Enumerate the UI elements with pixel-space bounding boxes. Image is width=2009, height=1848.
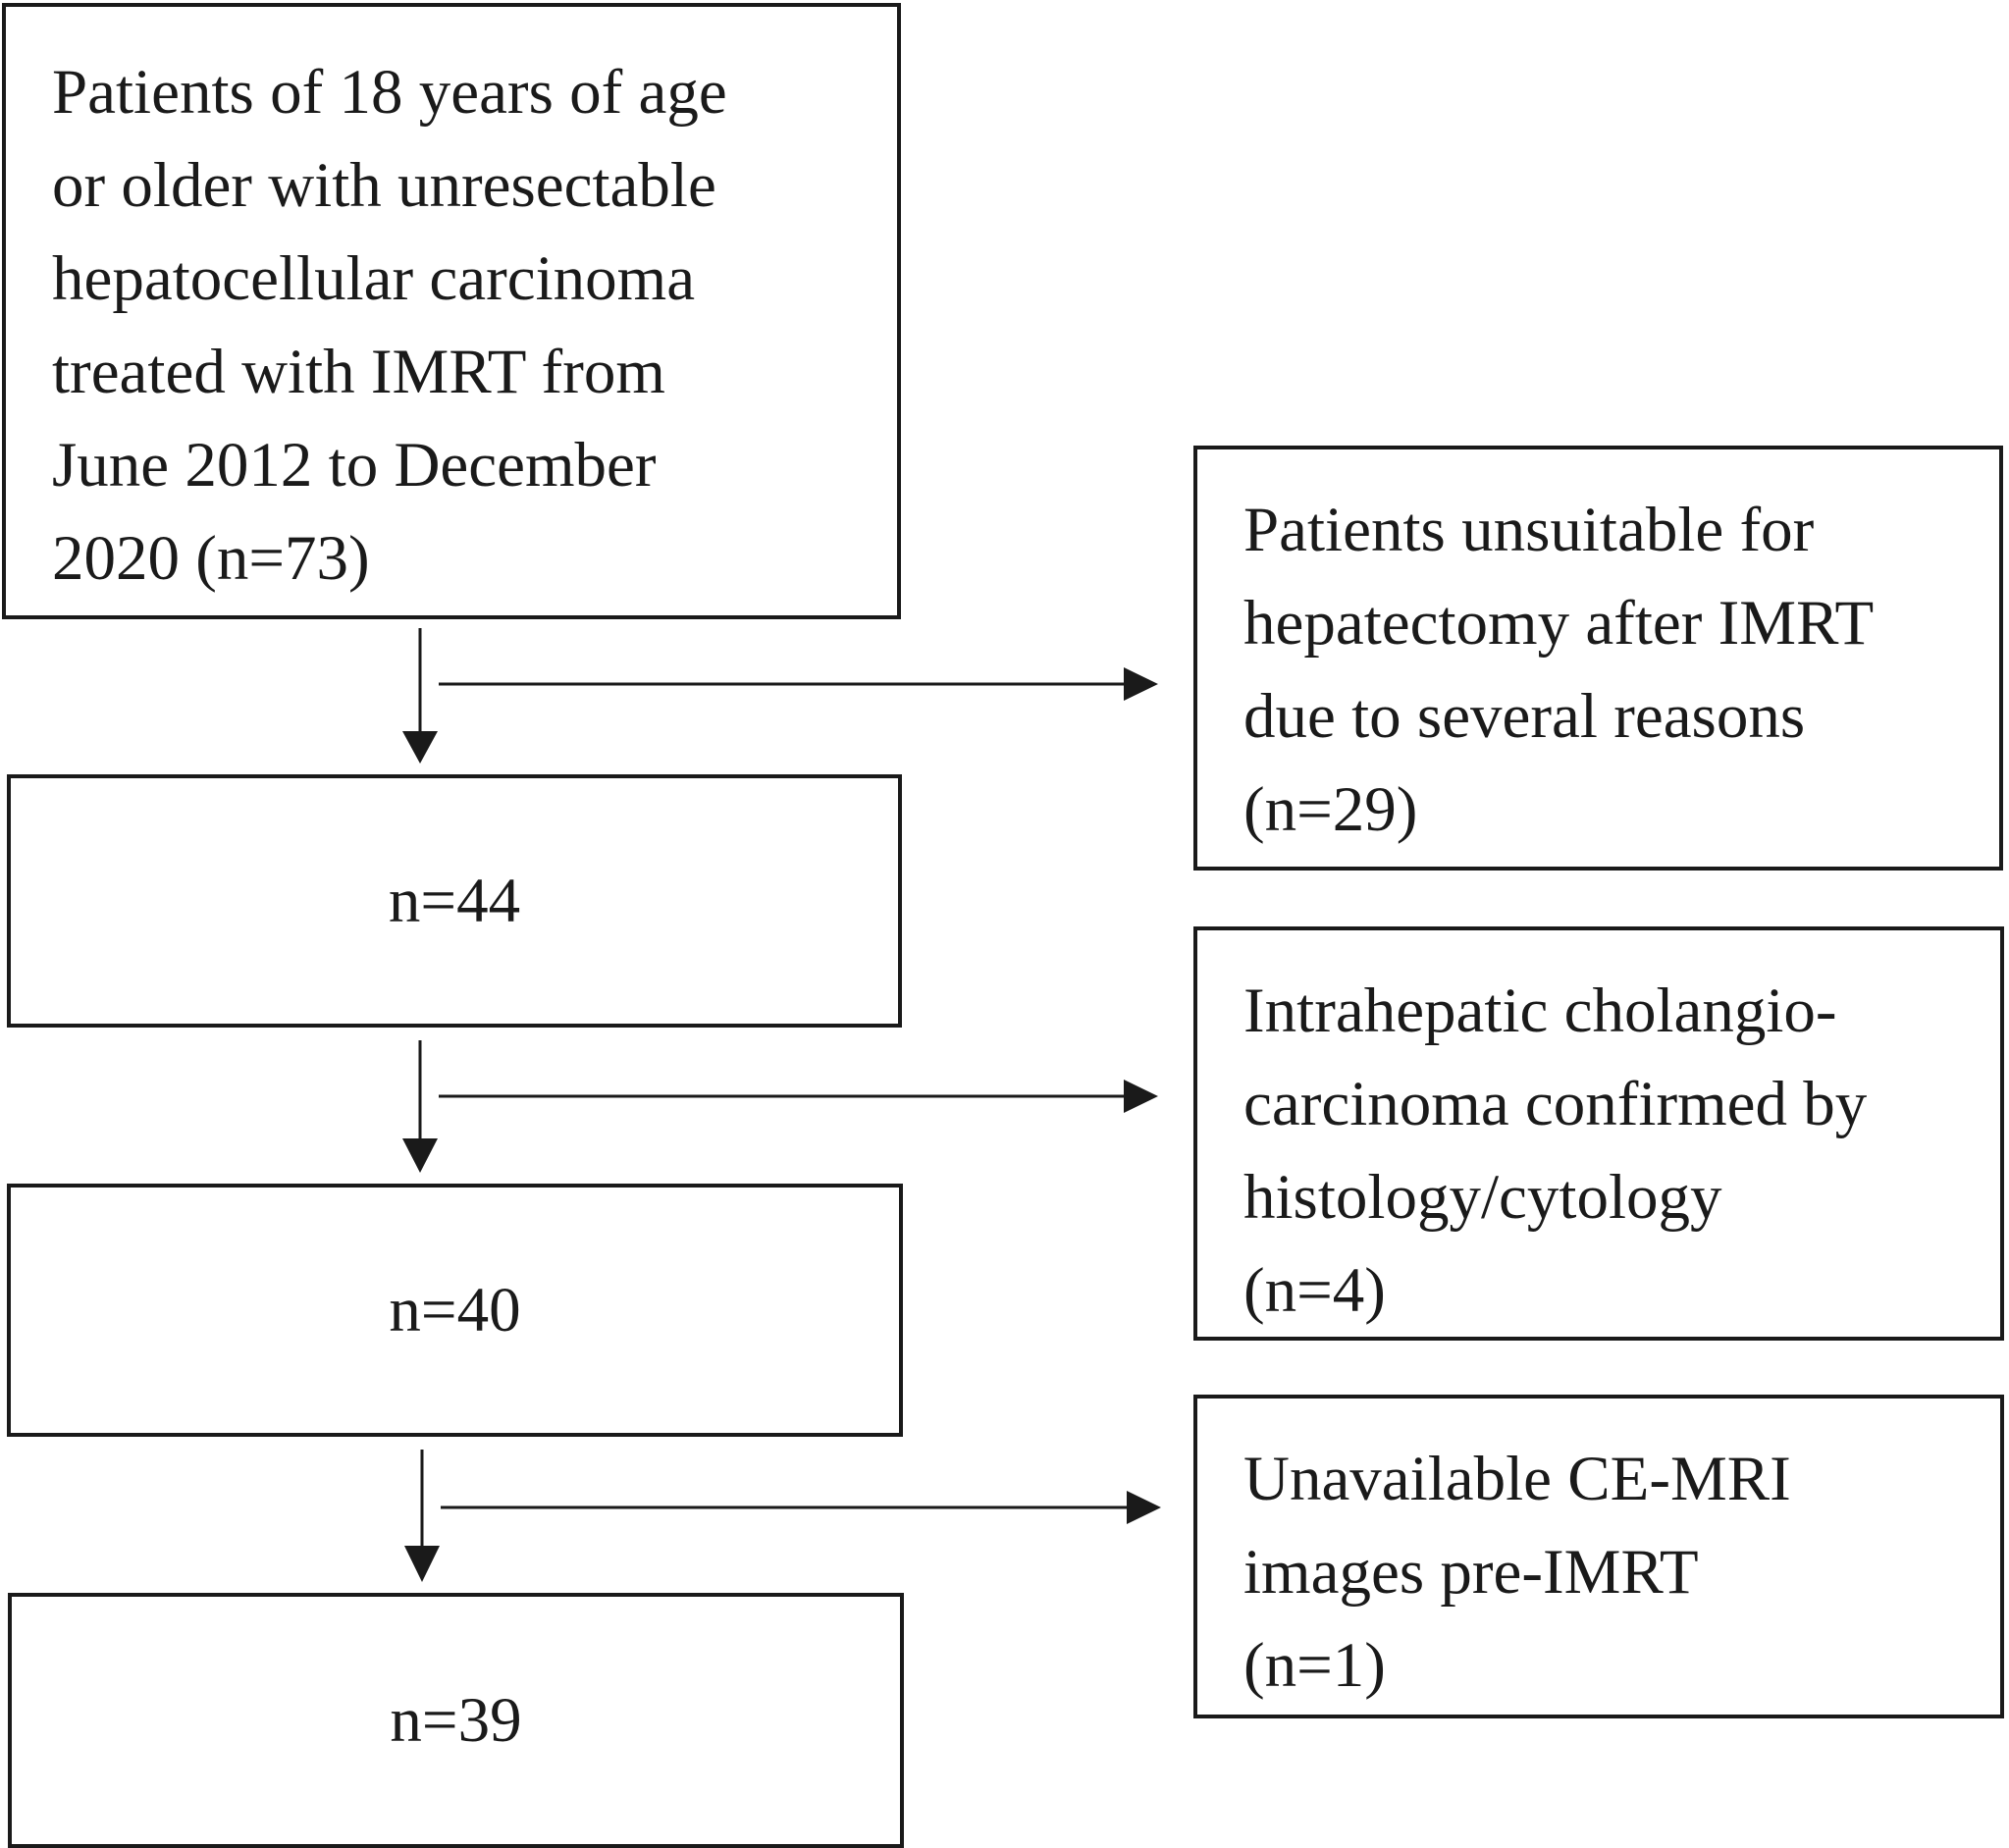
exclusion-box-1	[1193, 446, 2003, 871]
step-count-2: n=40	[389, 1274, 521, 1346]
exclusion-box-line: (n=4)	[1243, 1255, 1386, 1326]
exclusion-box-line: carcinoma confirmed by	[1243, 1069, 1868, 1139]
exclusion-box-line: Unavailable CE-MRI	[1243, 1444, 1791, 1514]
exclusion-box-line: images pre-IMRT	[1243, 1537, 1699, 1608]
step-box-3	[8, 1593, 904, 1848]
step-count-1: n=44	[388, 865, 521, 936]
start-box-line: or older with unresectable	[52, 150, 716, 221]
start-box-line: June 2012 to December	[52, 430, 657, 501]
step-box-2	[7, 1184, 903, 1437]
right-arrowhead-2	[1124, 1080, 1158, 1113]
start-box	[2, 3, 901, 619]
exclusion-box-line: hepatectomy after IMRT	[1243, 588, 1875, 659]
start-box-line: 2020 (n=73)	[52, 523, 370, 594]
exclusion-box-line: (n=29)	[1243, 774, 1418, 845]
start-box-line: hepatocellular carcinoma	[52, 243, 696, 314]
step-box-1	[7, 774, 902, 1028]
exclusion-box-line: histology/cytology	[1243, 1162, 1722, 1233]
right-arrowhead-3	[1127, 1491, 1161, 1524]
exclusion-box-line: due to several reasons	[1243, 681, 1806, 752]
exclusion-box-line: Intrahepatic cholangio-	[1243, 976, 1837, 1046]
right-arrowhead-1	[1124, 667, 1158, 701]
down-arrowhead-1	[402, 731, 438, 764]
start-box-line: treated with IMRT from	[52, 337, 665, 407]
down-arrowhead-3	[404, 1546, 440, 1582]
exclusion-box-line: (n=1)	[1243, 1630, 1386, 1701]
start-box-line: Patients of 18 years of age	[52, 57, 727, 128]
exclusion-box-3	[1193, 1395, 2004, 1718]
exclusion-box-2	[1193, 926, 2004, 1341]
step-count-3: n=39	[390, 1684, 522, 1756]
down-arrowhead-2	[402, 1138, 438, 1173]
exclusion-box-line: Patients unsuitable for	[1243, 495, 1815, 565]
